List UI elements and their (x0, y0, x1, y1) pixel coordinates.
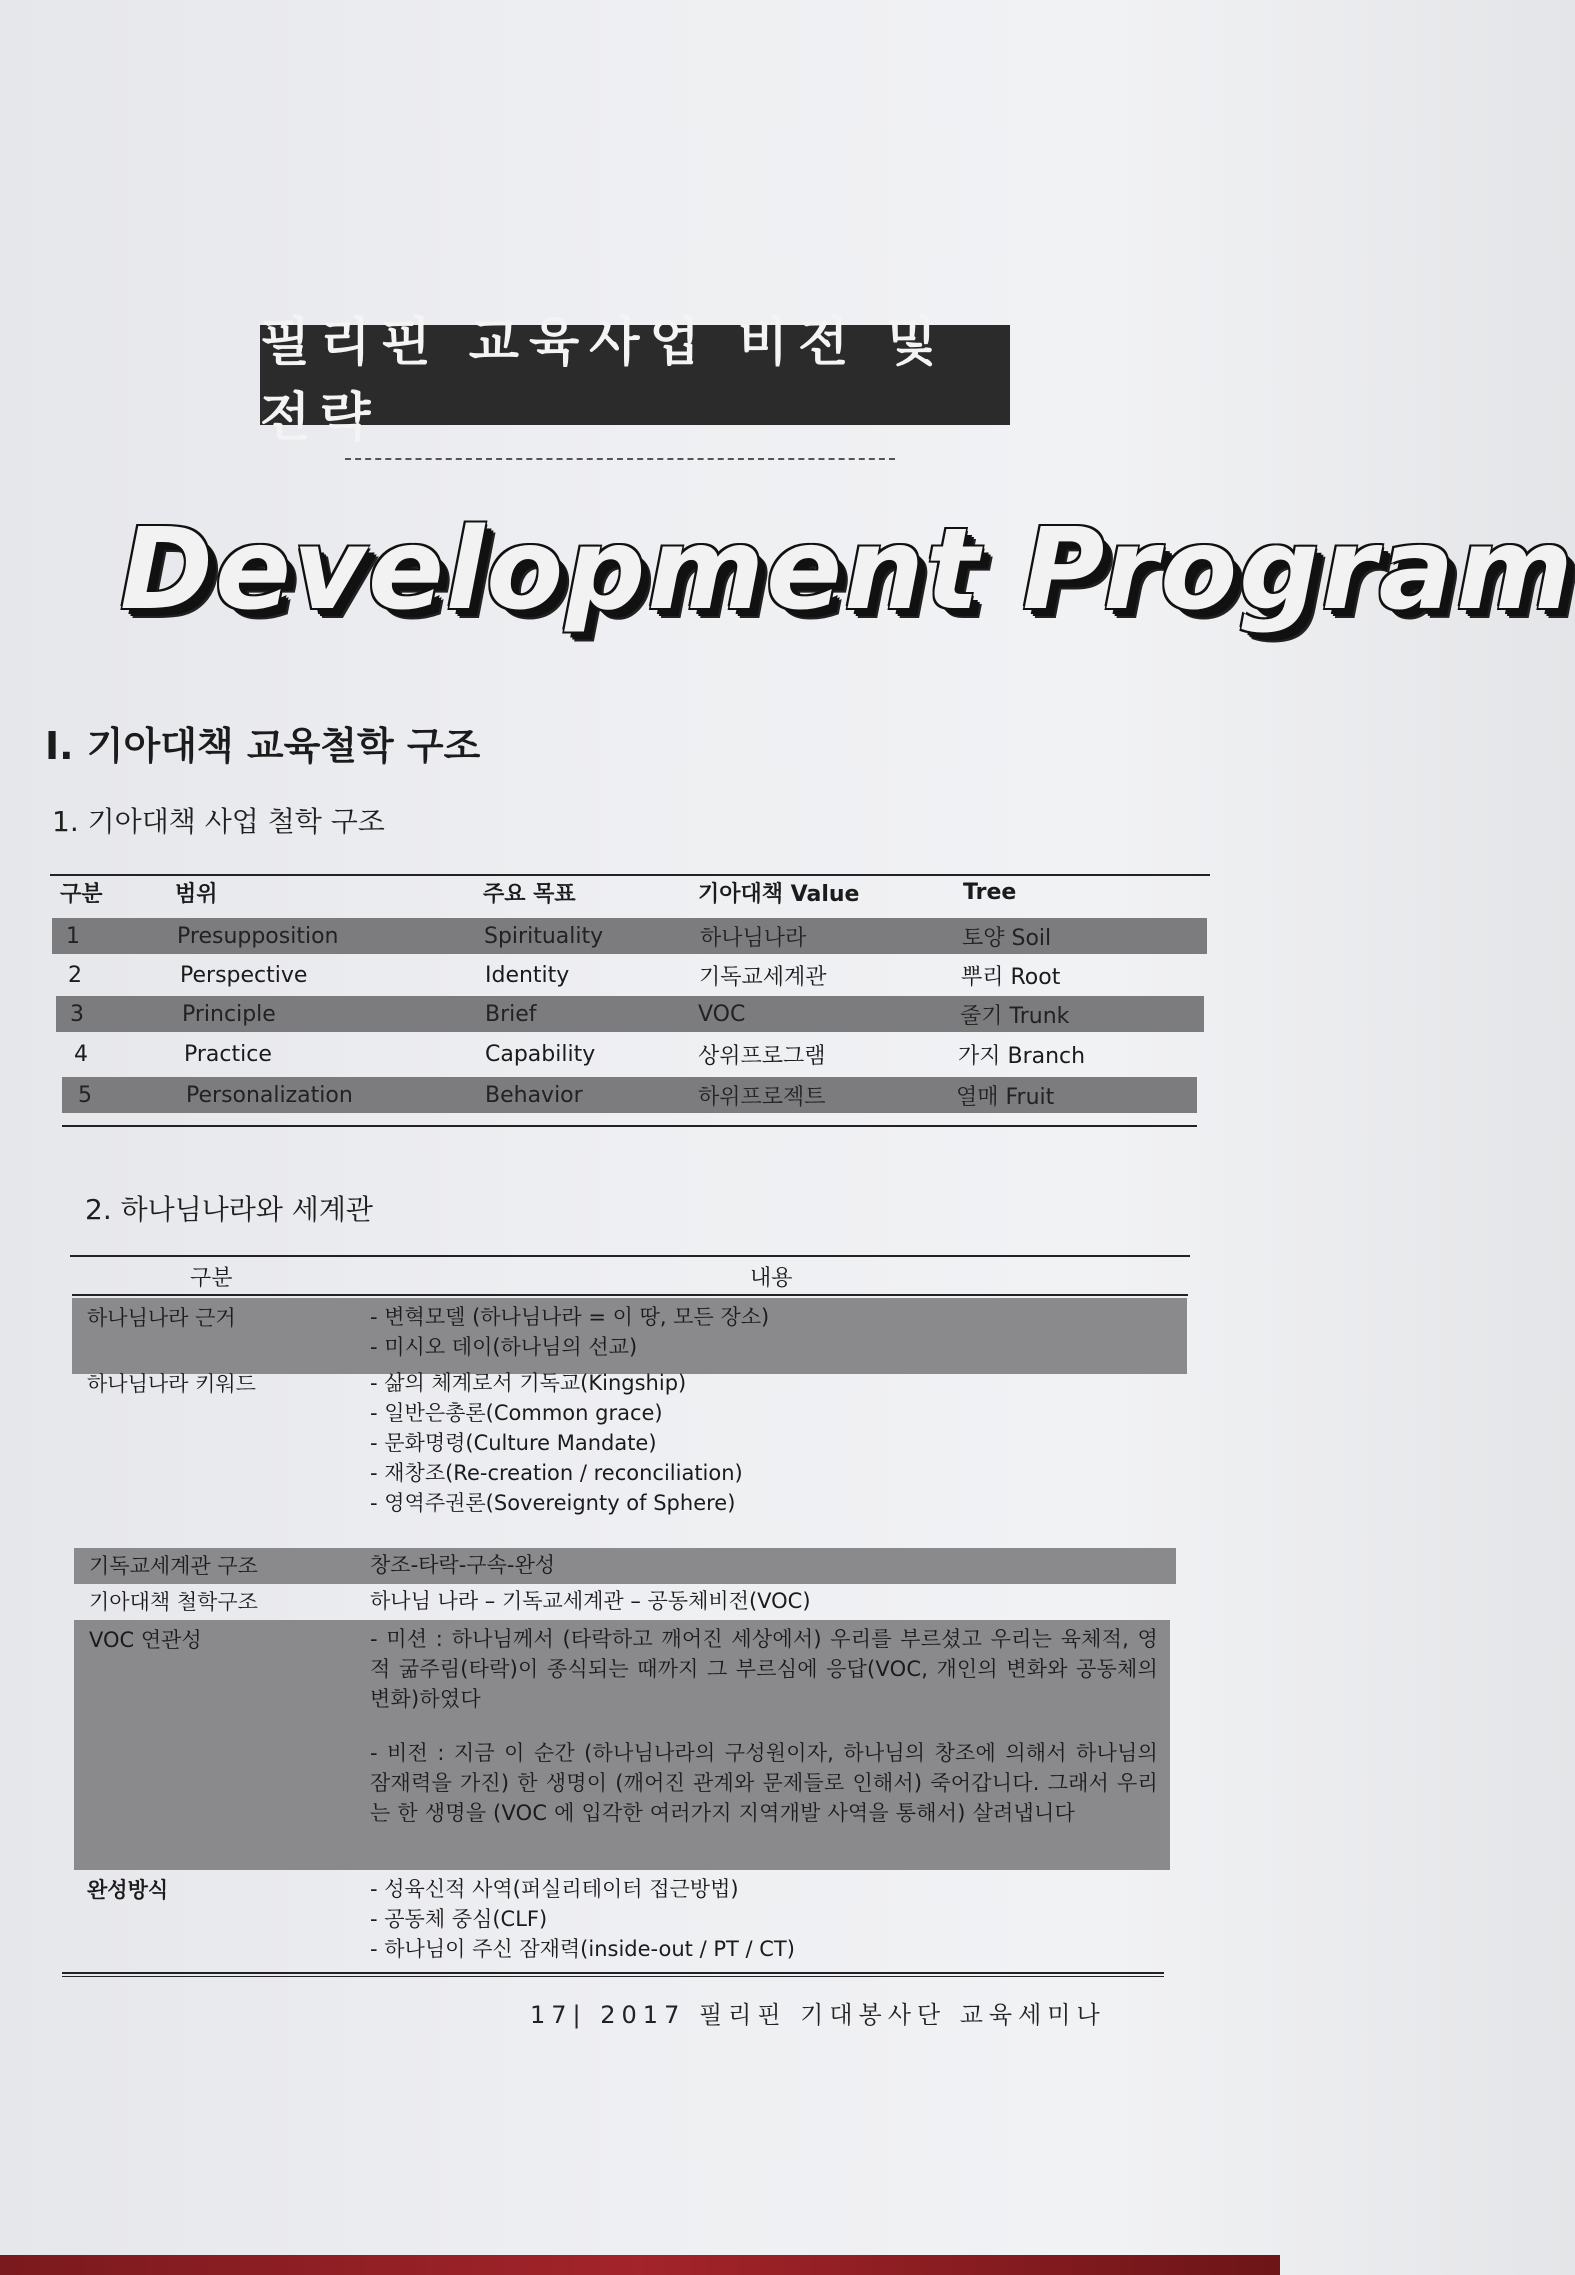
table2-row (74, 1548, 1176, 1584)
table2-line: - 공동체 중심(CLF) (370, 1907, 548, 1931)
table2-row (74, 1620, 1170, 1870)
table1-header-cell: Tree (963, 879, 1017, 905)
table2-paragraph: - 미션 : 하나님께서 (타락하고 깨어진 세상에서) 우리를 부르셨고 우리는 육체적, 영적 굶주림(타락)이 종식되는 때까지 그 부르심에 응답(VOC, 개인의 변화와 공동체의 변화)하였다 (370, 1627, 1158, 1711)
table1-bottom-rule (62, 1125, 1197, 1127)
table2-header-cell: 구분 (190, 1265, 233, 1291)
page-footer (530, 1995, 1106, 2030)
table2-line: - 하나님이 주신 잠재력(inside-out / PT / CT) (370, 1937, 795, 1961)
table2-line: - 재창조(Re-creation / reconciliation) (370, 1461, 743, 1485)
table2-line: - 영역주권론(Sovereignty of Sphere) (370, 1491, 736, 1515)
table1-cell: 줄기 Trunk (960, 1003, 1070, 1029)
table1-cell: 하나님나라 (700, 925, 807, 951)
table2-line: - 변혁모델 (하나님나라 = 이 땅, 모든 장소) (370, 1305, 770, 1329)
table1-header-cell: 범위 (175, 881, 218, 907)
table1-cell: Personalization (186, 1082, 353, 1108)
table2-row-label: 하나님나라 근거 (87, 1306, 236, 1330)
background-strip (0, 2255, 1280, 2275)
footer-text: 2017 필리핀 기대봉사단 교육세미나 (600, 2001, 1106, 2029)
table2-line: 하나님 나라 – 기독교세계관 – 공동체비전(VOC) (370, 1589, 811, 1613)
table2-row-content (370, 1368, 1172, 1518)
table1-cell: 하위프로젝트 (698, 1084, 826, 1110)
table1-cell: Spirituality (484, 923, 604, 949)
table1-cell: Brief (485, 1001, 537, 1027)
table1-row (56, 996, 1204, 1032)
table1-cell: 상위프로그램 (698, 1043, 826, 1069)
table2-line: - 성육신적 사역(퍼실리테이터 접근방법) (370, 1877, 739, 1901)
table1-cell: Presupposition (177, 923, 339, 949)
table1-cell: 2 (68, 962, 82, 988)
subsection-title-1: 1. 기아대책 사업 철학 구조 (52, 805, 385, 838)
page-number: 17 (530, 2001, 573, 2029)
table2-row-content (370, 1550, 1161, 1580)
subsection-title-2: 2. 하나님나라와 세계관 (85, 1193, 373, 1226)
table2-top-rule (70, 1255, 1190, 1257)
table2-paragraph: - 비전 : 지금 이 순간 (하나님나라의 구성원이자, 하나님의 창조에 의해서 하나님의 잠재력을 가진) 한 생명이 (깨어진 관계와 문제들로 인해서) 죽어갑니다. 그래서 우리는 한 생명을 (VOC 에 입각한 여러가지 지역개발 사역을 통해서) 살려냅니다 (370, 1741, 1158, 1825)
table1-row (54, 957, 1209, 993)
table1-cell: 토양 Soil (962, 925, 1052, 951)
table1-cell: 4 (74, 1041, 88, 1067)
table1-cell: VOC (698, 1001, 746, 1027)
table1-cell: Principle (182, 1001, 276, 1027)
table1-cell: Practice (184, 1041, 272, 1067)
table2-row-content (370, 1586, 1161, 1616)
table1-row (62, 1077, 1197, 1113)
paragraph-spacer (370, 1714, 1158, 1738)
table2-line: - 삶의 체계로서 기독교(Kingship) (370, 1371, 687, 1395)
table2-row-label: 하나님나라 키워드 (87, 1372, 256, 1396)
table1-cell: 뿌리 Root (961, 964, 1061, 990)
table2-row (72, 1364, 1187, 1534)
table2-line: - 일반은총론(Common grace) (370, 1401, 663, 1425)
table2-row-label: 기아대책 철학구조 (89, 1590, 258, 1614)
dashed-divider (345, 458, 895, 460)
table2-row-content (370, 1302, 1172, 1362)
table1-cell: 가지 Branch (958, 1043, 1086, 1069)
table1-header-cell: 기아대책 Value (698, 881, 860, 907)
english-title: Development Program (120, 505, 1575, 635)
table1-row (58, 1036, 1203, 1072)
table1-header-cell: 주요 목표 (483, 881, 576, 907)
table2-row-label: VOC 연관성 (89, 1628, 202, 1652)
table1-row (52, 918, 1207, 954)
table1-cell: 1 (66, 923, 80, 949)
korean-title: 필리핀 교육사업 비전 및 전략 (260, 313, 947, 448)
table2-row-content (370, 1874, 1157, 1964)
table2-row (72, 1298, 1187, 1374)
table1-cell: 기독교세계관 (699, 964, 827, 990)
table1-cell: Capability (485, 1041, 596, 1067)
table2-header-rule (72, 1294, 1188, 1296)
table2-header (70, 1258, 1190, 1294)
table1-cell: 3 (70, 1001, 84, 1027)
table2-header-cell: 내용 (750, 1265, 793, 1291)
section-title: I. 기아대책 교육철학 구조 (45, 724, 481, 768)
table2-row-label: 기독교세계관 구조 (89, 1554, 258, 1578)
table2-row (72, 1870, 1172, 1970)
table2-line: 창조-타락-구속-완성 (370, 1553, 556, 1577)
table1-cell: Identity (485, 962, 570, 988)
table1-header (58, 872, 1208, 912)
table2-bottom-rule-thin (62, 1976, 1164, 1977)
table2-row (74, 1584, 1176, 1620)
table1-cell: Perspective (180, 962, 308, 988)
table2-row-content (370, 1624, 1158, 1828)
table2-line: - 문화명령(Culture Mandate) (370, 1431, 657, 1455)
table2-line: - 미시오 데이(하나님의 선교) (370, 1335, 638, 1359)
table1-cell: 5 (78, 1082, 92, 1108)
table1-cell: 열매 Fruit (956, 1084, 1055, 1110)
footer-separator: | (572, 2001, 601, 2029)
table1-header-cell: 구분 (60, 881, 103, 907)
table2-bottom-rule (62, 1972, 1164, 1974)
korean-title-banner (260, 313, 1010, 448)
table2-row-label: 완성방식 (87, 1878, 169, 1902)
table1-cell: Behavior (485, 1082, 583, 1108)
